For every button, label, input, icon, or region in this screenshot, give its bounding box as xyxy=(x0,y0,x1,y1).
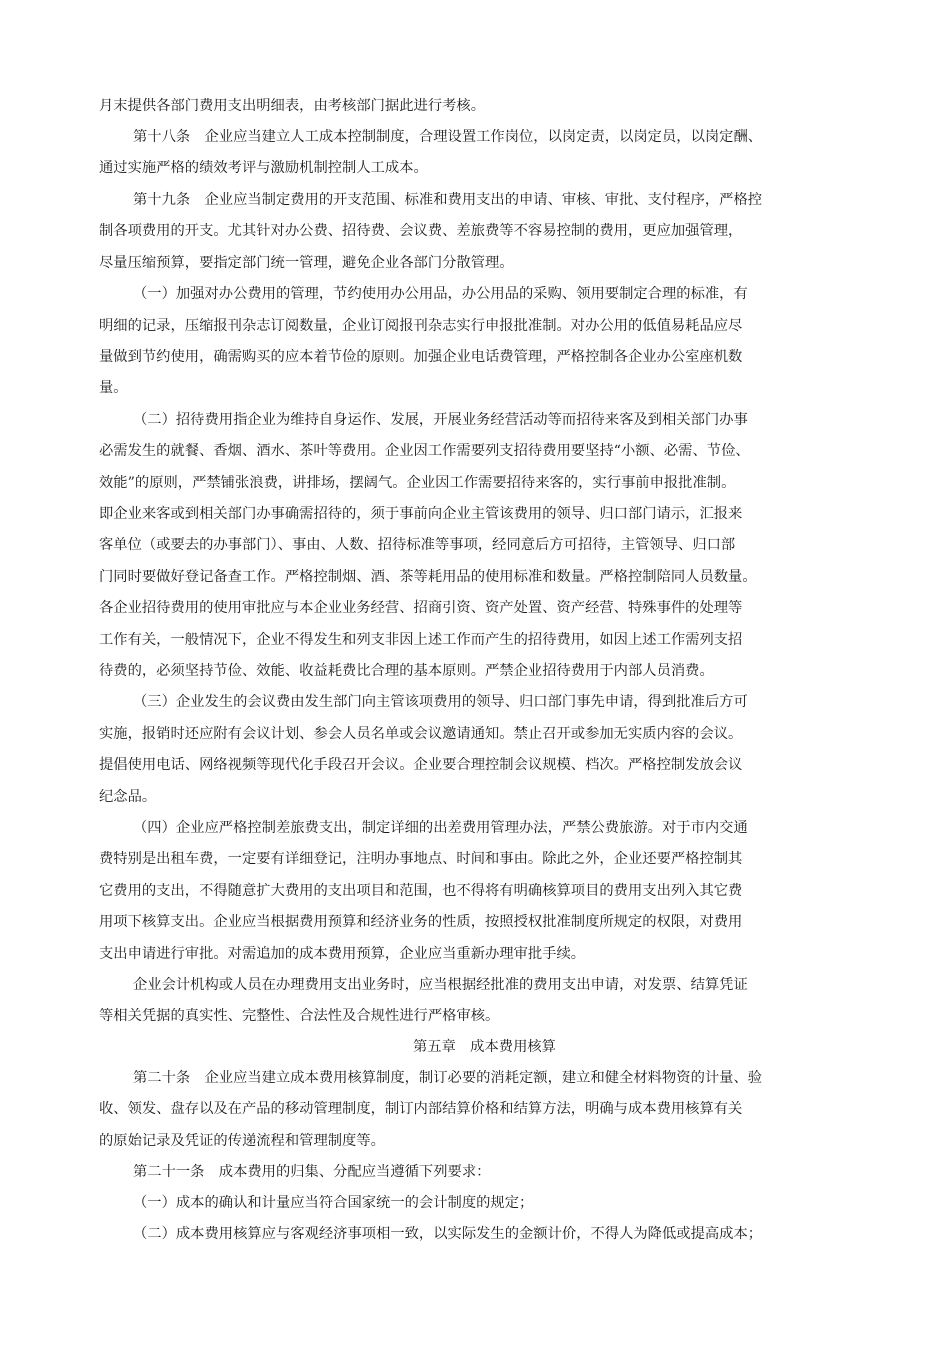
text-line: 它费用的支出，不得随意扩大费用的支出项目和范围，也不得将有明确核算项目的费用支出列入其它费 xyxy=(99,883,743,899)
text-line: 工作有关，一般情况下，企业不得发生和列支非因上述工作而产生的招待费用，如因上述工作需列支招 xyxy=(99,632,743,648)
text-line: 第二十一条 成本费用的归集、分配应当遵循下列要求： xyxy=(133,1164,491,1180)
text-line: 纪念品。 xyxy=(99,789,157,805)
text-line: 客单位（或要去的办事部门）、事由、人数、招待标准等事项，经同意后方可招待，主管领导、归口部 xyxy=(99,537,736,553)
text-line: 提倡使用电话、网络视频等现代化手段召开会议。企业要合理控制会议规模、档次。严格控制发放会议 xyxy=(99,757,743,773)
text-line: 月末提供各部门费用支出明细表，由考核部门据此进行考核。 xyxy=(99,98,486,114)
text-line: （一）成本的确认和计量应当符合国家统一的会计制度的规定； xyxy=(133,1195,534,1211)
text-line: 第二十条 企业应当建立成本费用核算制度，制订必要的消耗定额，建立和健全材料物资的计量、验 xyxy=(133,1070,763,1086)
text-line: 门同时要做好登记备查工作。严格控制烟、酒、茶等耗用品的使用标准和数量。严格控制陪同人员数量。 xyxy=(99,569,757,585)
text-line: 必需发生的就餐、香烟、酒水、茶叶等费用。企业因工作需要列支招待费用要坚持“小额、必需、节俭、 xyxy=(99,443,750,459)
text-line: （四）企业应严格控制差旅费支出，制定详细的出差费用管理办法，严禁公费旅游。对于市内交通 xyxy=(133,820,748,836)
text-line: 用项下核算支出。企业应当根据费用预算和经济业务的性质，按照授权批准制度所规定的权限，对费用 xyxy=(99,914,743,930)
chapter-heading: 第五章 成本费用核算 xyxy=(413,1039,556,1055)
text-line: 第十八条 企业应当建立人工成本控制制度，合理设置工作岗位，以岗定责，以岗定员，以岗定酬、 xyxy=(133,129,763,145)
text-line: 支出申请进行审批。对需追加的成本费用预算，企业应当重新办理审批手续。 xyxy=(99,946,586,962)
text-line: 制各项费用的开支。尤其针对办公费、招待费、会议费、差旅费等不容易控制的费用，更应加强管理， xyxy=(99,223,743,239)
text-line: （一）加强对办公费用的管理，节约使用办公用品，办公用品的采购、领用要制定合理的标准，有 xyxy=(133,286,748,302)
text-line: 明细的记录，压缩报刊杂志订阅数量，企业订阅报刊杂志实行申报批准制。对办公用的低值易耗品应尽 xyxy=(99,318,743,334)
text-line: 的原始记录及凭证的传递流程和管理制度等。 xyxy=(99,1133,385,1149)
text-line: 实施，报销时还应附有会议计划、参会人员名单或会议邀请通知。禁止召开或参加无实质内容的会议。 xyxy=(99,726,743,742)
text-line: 待费的，必须坚持节俭、效能、收益耗费比合理的基本原则。严禁企业招待费用于内部人员消费。 xyxy=(99,663,714,679)
text-line: 第十九条 企业应当制定费用的开支范围、标准和费用支出的申请、审核、审批、支付程序，严格控 xyxy=(133,192,763,208)
text-line: 企业会计机构或人员在办理费用支出业务时，应当根据经批准的费用支出申请，对发票、结算凭证 xyxy=(133,977,748,993)
text-line: 量。 xyxy=(99,380,128,396)
text-line: 各企业招待费用的使用审批应与本企业业务经营、招商引资、资产处置、资产经营、特殊事件的处理等 xyxy=(99,600,743,616)
text-line: 即企业来客或到相关部门办事确需招待的，须于事前向企业主管该费用的领导、归口部门请示，汇报来 xyxy=(99,506,743,522)
text-line: 收、领发、盘存以及在产品的移动管理制度，制订内部结算价格和结算方法，明确与成本费用核算有关 xyxy=(99,1101,743,1117)
text-line: （二）招待费用指企业为维持自身运作、发展，开展业务经营活动等而招待来客及到相关部门办事 xyxy=(133,412,748,428)
text-line: 等相关凭据的真实性、完整性、合法性及合规性进行严格审核。 xyxy=(99,1008,500,1024)
text-line: 费特别是出租车费，一定要有详细登记，注明办事地点、时间和事由。除此之外，企业还要严格控制其 xyxy=(99,851,743,867)
text-line: 量做到节约使用，确需购买的应本着节俭的原则。加强企业电话费管理，严格控制各企业办公室座机数 xyxy=(99,349,743,365)
text-line: 通过实施严格的绩效考评与激励机制控制人工成本。 xyxy=(99,160,428,176)
text-line: （三）企业发生的会议费由发生部门向主管该项费用的领导、归口部门事先申请，得到批准后方可 xyxy=(133,694,748,710)
text-line: （二）成本费用核算应与客观经济事项相一致，以实际发生的金额计价，不得人为降低或提高成本； xyxy=(133,1226,763,1242)
text-line: 效能”的原则，严禁铺张浪费，讲排场，摆阔气。企业因工作需要招待来客的，实行事前申报批准制。 xyxy=(99,475,736,491)
text-line: 尽量压缩预算，要指定部门统一管理，避免企业各部门分散管理。 xyxy=(99,255,514,271)
